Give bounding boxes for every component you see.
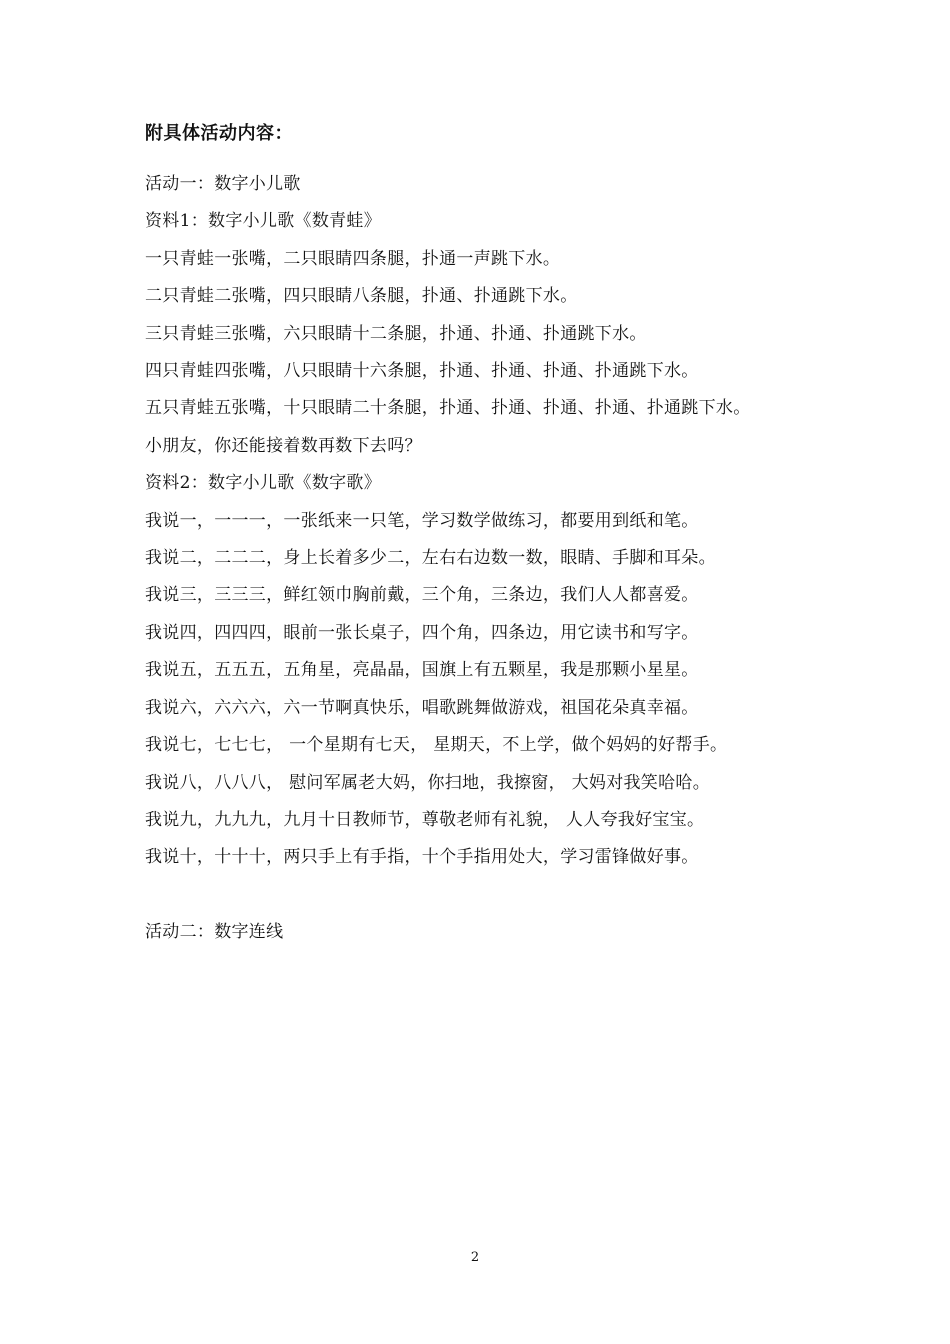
poem-2-line: 我说五，五五五，五角星，亮晶晶，国旗上有五颗星，我是那颗小星星。 bbox=[145, 660, 699, 681]
poem-2-line: 我说九，九九九，九月十日教师节，尊敬老师有礼貌， 人人夸我好宝宝。 bbox=[145, 809, 705, 830]
poem-2-line: 我说十，十十十，两只手上有手指，十个手指用处大，学习雷锋做好事。 bbox=[145, 847, 699, 868]
poem-1-line: 三只青蛙三张嘴，六只眼睛十二条腿，扑通、扑通、扑通跳下水。 bbox=[145, 323, 647, 344]
poem-1-question: 小朋友，你还能接着数再数下去吗？ bbox=[145, 435, 422, 456]
poem-1-line: 一只青蛙一张嘴，二只眼睛四条腿，扑通一声跳下水。 bbox=[145, 248, 561, 269]
poem-1-line: 五只青蛙五张嘴，十只眼睛二十条腿，扑通、扑通、扑通、扑通、扑通跳下水。 bbox=[145, 398, 751, 419]
document-body bbox=[145, 120, 845, 951]
poem-2-line: 我说二，二二二，身上长着多少二，左右右边数一数，眼睛、手脚和耳朵。 bbox=[145, 548, 716, 569]
poem-1-line: 二只青蛙二张嘴，四只眼睛八条腿，扑通、扑通跳下水。 bbox=[145, 286, 578, 307]
paragraph-spacer bbox=[145, 877, 845, 914]
material-2-title: 资料2：数字小儿歌《数字歌》 bbox=[145, 473, 382, 494]
poem-1-line: 四只青蛙四张嘴，八只眼睛十六条腿，扑通、扑通、扑通、扑通跳下水。 bbox=[145, 361, 699, 382]
section-heading: 附具体活动内容： bbox=[145, 123, 293, 144]
poem-2-line: 我说六，六六六，六一节啊真快乐，唱歌跳舞做游戏，祖国花朵真幸福。 bbox=[145, 697, 699, 718]
activity-2-title: 活动二：数字连线 bbox=[145, 921, 284, 942]
poem-2-line: 我说八，八八八， 慰问军属老大妈，你扫地，我擦窗， 大妈对我笑哈哈。 bbox=[145, 772, 711, 793]
poem-2-line: 我说三，三三三，鲜红领巾胸前戴，三个角，三条边，我们人人都喜爱。 bbox=[145, 585, 699, 606]
poem-2-line: 我说四，四四四，眼前一张长桌子，四个角，四条边，用它读书和写字。 bbox=[145, 622, 699, 643]
poem-2-line: 我说七，七七七， 一个星期有七天， 星期天，不上学，做个妈妈的好帮手。 bbox=[145, 735, 728, 756]
page-number: 2 bbox=[470, 1250, 480, 1265]
material-1-title: 资料1：数字小儿歌《数青蛙》 bbox=[145, 211, 382, 232]
activity-1-title: 活动一：数字小儿歌 bbox=[145, 174, 301, 194]
poem-2-line: 我说一，一一一，一张纸来一只笔，学习数学做练习，都要用到纸和笔。 bbox=[145, 510, 699, 531]
